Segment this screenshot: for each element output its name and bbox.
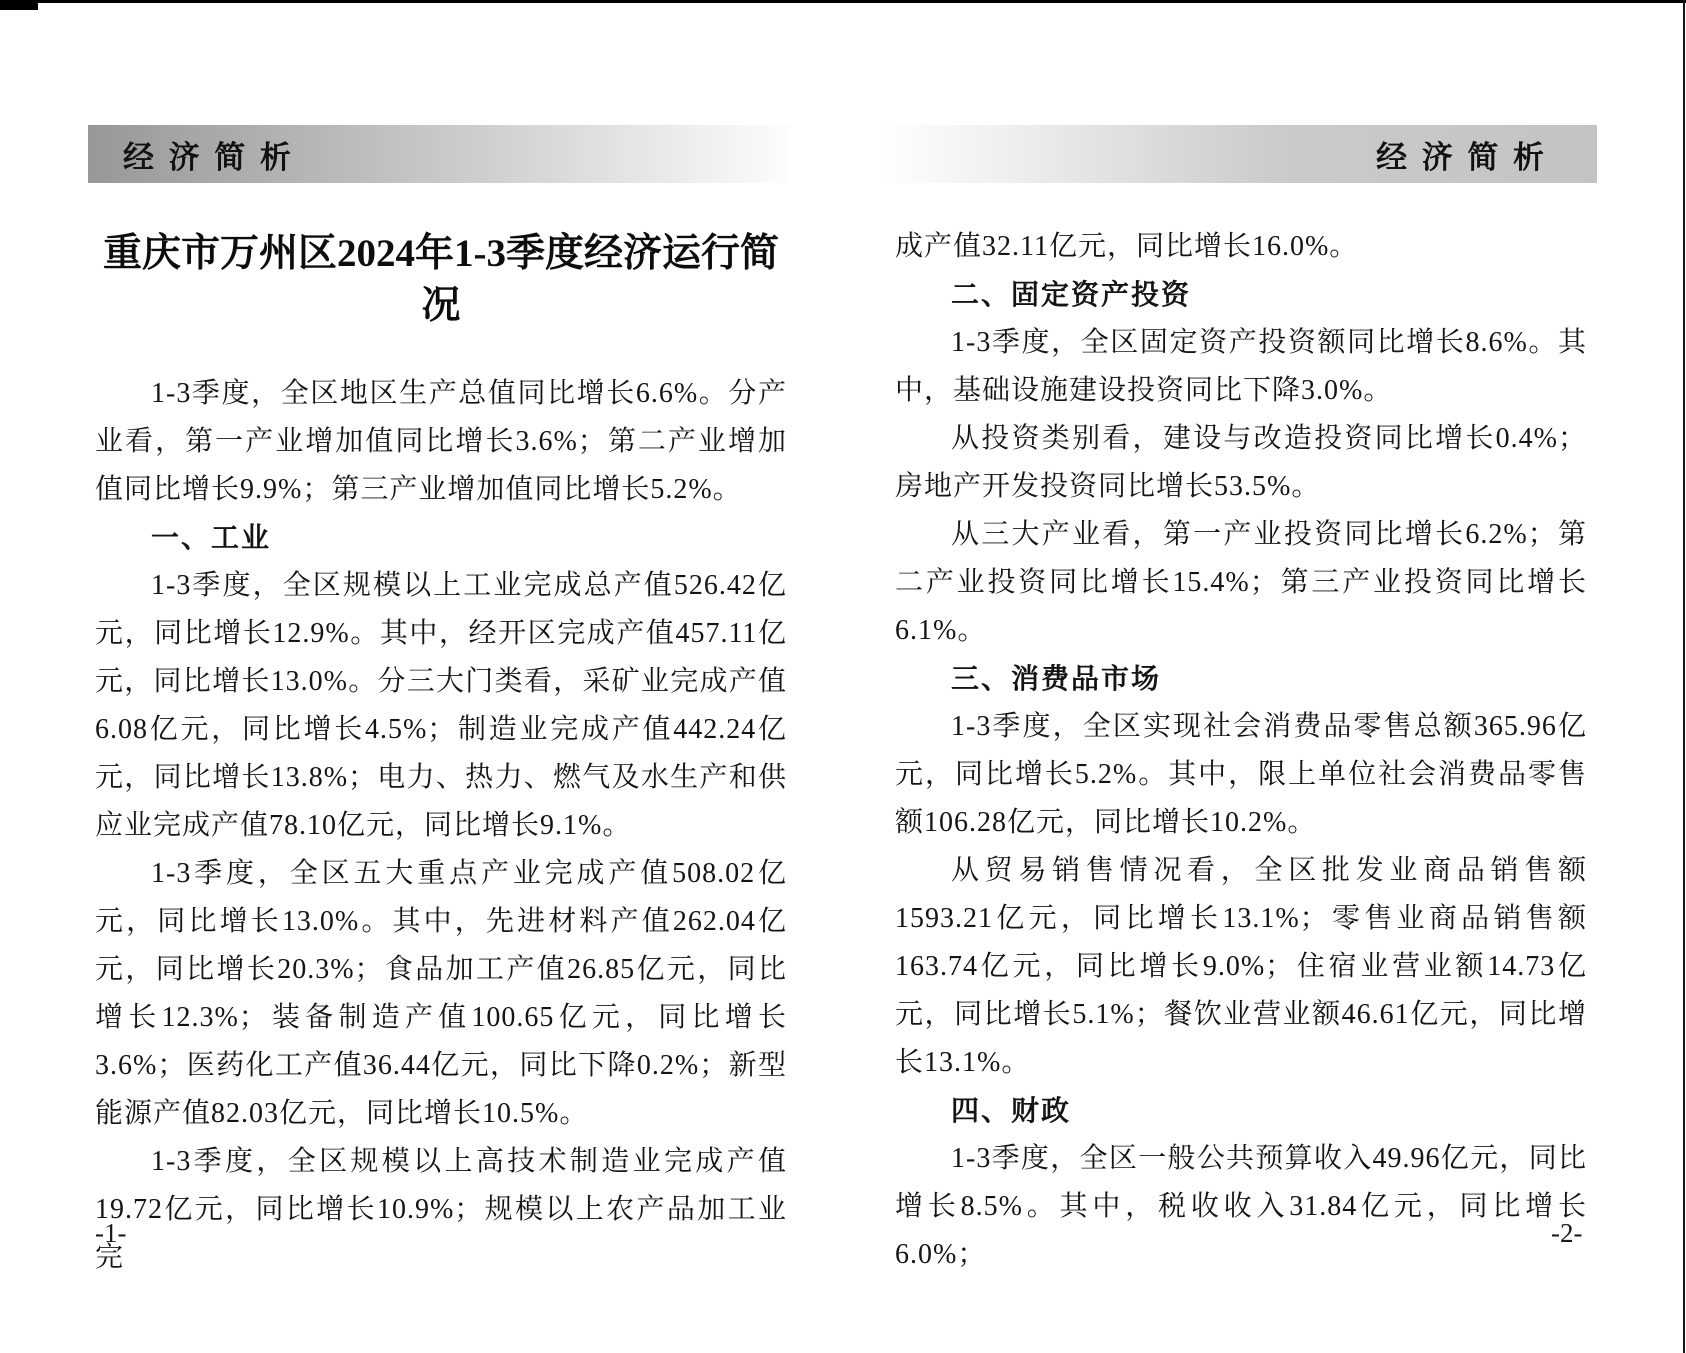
body-paragraph: 1-3季度，全区固定资产投资额同比增长8.6%。其中，基础设施建设投资同比下降3.0%。 (895, 327, 1587, 406)
body-paragraph: 从贸易销售情况看，全区批发业商品销售额1593.21亿元，同比增长13.1%；零售业商品销售额163.74亿元，同比增长9.0%；住宿业营业额14.73亿元，同比增长5.1%；餐饮业营业额46.61亿元，同比增长13.1%。 (895, 855, 1587, 1078)
header-band-left (88, 125, 790, 183)
body-paragraph: 1-3季度，全区地区生产总值同比增长6.6%。分产业看，第一产业增加值同比增长3.6%；第二产业增加值同比增长9.9%；第三产业增加值同比增长5.2%。 (95, 378, 787, 505)
section-heading: 三、消费品市场 (951, 663, 1162, 694)
page-number-right: -2- (1551, 1218, 1583, 1248)
page-right-body (895, 223, 1587, 1279)
body-paragraph: 1-3季度，全区规模以上高技术制造业完成产值19.72亿元，同比增长10.9%；规模以上农产品加工业完 (95, 1146, 787, 1273)
body-paragraph: 1-3季度，全区一般公共预算收入49.96亿元，同比增长8.5%。其中，税收收入31.84亿元，同比增长6.0%； (895, 1143, 1587, 1270)
page-right-column (895, 223, 1587, 1279)
scan-right-edge-line (1683, 0, 1685, 1353)
header-band-right-label: 经 济 简 析 (1376, 139, 1547, 175)
page-number-left: -1- (95, 1218, 127, 1248)
scan-top-left-mark (0, 0, 38, 10)
header-band-left-label: 经 济 简 析 (123, 139, 294, 175)
body-paragraph: 1-3季度，全区五大重点产业完成产值508.02亿元，同比增长13.0%。其中，先进材料产值262.04亿元，同比增长20.3%；食品加工产值26.85亿元，同比增长12.3%；装备制造产值100.65亿元，同比增长3.6%；医药化工产值36.44亿元，同比下降0.2%；新型能源产值82.03亿元，同比增长10.5%。 (95, 858, 787, 1129)
body-paragraph: 从投资类别看，建设与改造投资同比增长0.4%；房地产开发投资同比增长53.5%。 (895, 423, 1587, 502)
header-band-right (880, 125, 1597, 183)
scan-top-edge-line (0, 0, 1686, 3)
section-heading: 一、工业 (151, 522, 272, 553)
document-title: 重庆市万州区2024年1-3季度经济运行简况 (103, 232, 779, 327)
body-paragraph: 1-3季度，全区规模以上工业完成总产值526.42亿元，同比增长12.9%。其中，经开区完成产值457.11亿元，同比增长13.0%。分三大门类看，采矿业完成产值6.08亿元，同比增长4.5%；制造业完成产值442.24亿元，同比增长13.8%；电力、热力、燃气及水生产和供应业完成产值78.10亿元，同比增长9.1%。 (95, 570, 787, 841)
section-heading: 二、固定资产投资 (951, 279, 1192, 310)
body-paragraph: 从三大产业看，第一产业投资同比增长6.2%；第二产业投资同比增长15.4%；第三产业投资同比增长6.1%。 (895, 519, 1587, 646)
body-paragraph: 1-3季度，全区实现社会消费品零售总额365.96亿元，同比增长5.2%。其中，限上单位社会消费品零售额106.28亿元，同比增长10.2%。 (895, 711, 1587, 838)
page-left-body (95, 370, 787, 1282)
body-paragraph: 成产值32.11亿元，同比增长16.0%。 (895, 231, 1359, 262)
page-left-column (95, 228, 787, 1282)
section-heading: 四、财政 (951, 1095, 1072, 1126)
